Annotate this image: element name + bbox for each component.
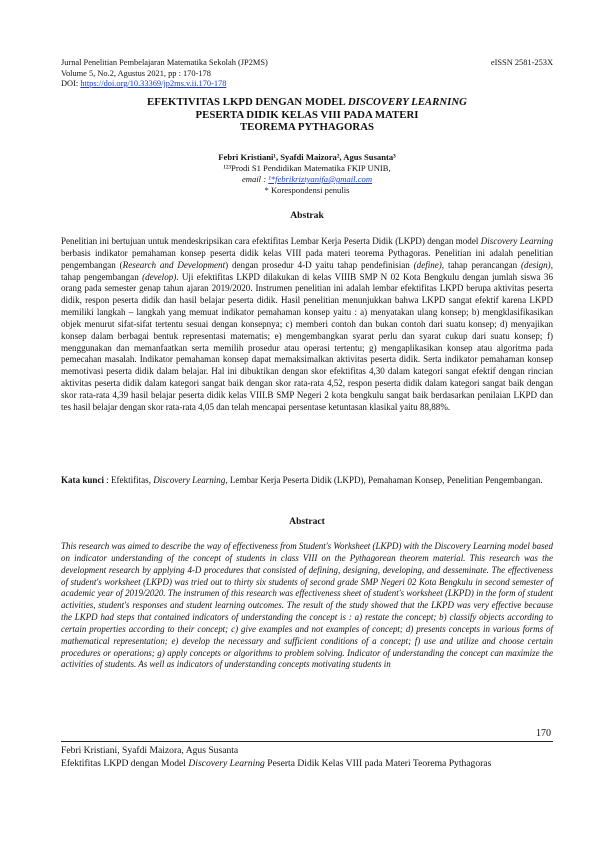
doi-label: DOI: [61,79,81,88]
abstract-heading: Abstract [289,516,325,527]
corresponding-note: * Korespondensi penulis [264,185,350,195]
abstrak-text: Penelitian ini bertujuan untuk mendeskripsikan cara efektifitas Lembar Kerja Peserta Didik (LKPD) dengan model Discovery Learning berbasis indikator pemahaman konsep peserta didik kelas VIII pada materi teorema Pythagoras. Penelitian ini adalah penelitian pengembangan (Research and Development) dengan prosedur 4-D yaitu tahap pendefinisian (define), tahap perancangan (design), tahap pengembangan (develop). Uji efektifitas LKPD dilakukan di kelas VIIIB SMP N 02 Kota Bengkulu dengan jumlah siswa 36 orang pada semester genap tahun ajaran 2019/2020. Instrumen penelitian ini adalah lembar efektifitas LKPD berupa aktivitas peserta didik, respon peserta didik dan hasil belajar peserta didik. Hasil penelitian menunjukkan bahwa LKPD sangat efektif karena LKPD memiliki langkah – langkah yang memuat indikator pemahaman konsep yaitu : a) menyatakan ulang konsep; b) mengklasifikasikan objek menurut sifat-sifat tertentu sesuai dengan konsepnya; c) memberi contoh dan bukan contoh dari suatu konsep; d) menyajikan konsep dalam berbagai bentuk representasi matematis; e) mengembangkan syarat perlu dan syarat cukup dari suatu konsep; f) menggunakan dan memanfaatkan serta memilih prosedur atau operasi tertentu; g) mengaplikasikan konsep atau algoritma pada pemecahan masalah. Indikator pemahaman konsep dapat memaksimalkan aktivitas peserta didik. Serta indikator pemahaman konsep memotivasi peserta didik dalam belajar. Hal ini dibuktikan dengan skor efektifitas 4,30 dalam kategori sangat efektif dengan rincian aktivitas peserta didik dalam kategori sangat baik dengan skor rata-rata 4,52, respon peserta didik dalam kategori sangat baik dengan skor rata-rata 4,39 hasil belajar peserta didik kelas VIII.B SMP Negeri 2 kota bengkulu sangat baik berdasarkan penilaian LKPD dan tes hasil belajar dengan skor rata-rata 4,05 dan telah mencapai persentase ketuntasan klasikal yaitu 88,88%. [61,236,553,412]
title-line-3: TEOREMA PYTHAGORAS [239,121,375,134]
keywords [61,475,553,487]
footer-authors: Febri Kristiani, Syafdi Maizora, Agus Susanta [61,745,239,756]
footer-title: Efektifitas LKPD dengan Model Discovery Learning Peserta Didik Kelas VIII pada Materi Teorema Pythagoras [61,757,492,769]
footer-divider [61,741,553,742]
keywords-label: Kata kunci [61,475,104,485]
keywords-text: : Efektifitas, Discovery Learning, Lembar Kerja Peserta Didik (LKPD), Pemahaman Konsep, Penelitian Pengembangan. [103,475,543,485]
journal-volume: Volume 5, No.2, Agustus 2021, pp : 170-178 [61,68,211,78]
title-emphasis: DISCOVERY LEARNING [347,96,467,108]
author-email: email : ¹*febrikriztyanifa@gmail.com [241,174,373,184]
doi-link[interactable]: https://doi.org/10.33369/jp2ms.v.ii.170-178 [80,79,227,88]
journal-doi [61,79,268,90]
abstrak-heading: Abstrak [290,210,324,221]
paper-title [61,96,553,134]
email-link[interactable]: ¹*febrikriztyanifa@gmail.com [268,174,373,184]
journal-info [61,58,268,90]
author-names: Febri Kristiani¹, Syafdi Maizora², Agus Susanta³ [218,152,396,162]
author-block [61,152,553,196]
journal-header [61,58,553,90]
journal-name: Jurnal Penelitian Pembelajaran Matematika Sekolah (JP2MS) [61,58,268,67]
abstract-text: This research was aimed to describe the way of effectiveness from Student's Worksheet (LKPD) with the Discovery Learning model based on indicator understanding of the concept of students in class VIII on the Pythagorean theorem material. This research was the development research by applying 4-D procedures that consisted of defining, designing, developing, and desseminate. The effectiveness of student's worksheet (LKPD) was tried out to thirty six students of second grade SMP Negeri 02 Kota Bengkulu in second semester of academic year of 2019/2020. The instrumen of this research was effectiveness sheet of student's worksheet (LKPD) in the form of student activities, student's responses and student learning outcomes. The result of the study showed that the LKPD was very effective because the LKPD had steps that contained indicators of understanding the concept is : a) restate the concept; b) classify objects according to certain properties according to their concept; c) give examples and not examples of concept; d) presents concepts in various forms of mathematical representation; e) develop the necessary and sufficient conditions of a concept; f) use and utilize and choose certain procedures or operations; g) apply concepts or algorithms to problem solving. Indicator of understanding the concept can maximize the activities of students. As well as indicators of understanding concepts motivating students in [61,541,553,670]
page-number: 170 [536,728,551,739]
title-line-2: PESERTA DIDIK KELAS VIII PADA MATERI [195,108,419,121]
author-affiliation: ¹²³Prodi S1 Pendidikan Matematika FKIP UNIB, [223,163,391,173]
title-line-1: EFEKTIVITAS LKPD DENGAN MODEL DISCOVERY LEARNING [147,96,467,108]
page-footer [61,745,553,770]
journal-eissn: eISSN 2581-253X [490,58,553,67]
